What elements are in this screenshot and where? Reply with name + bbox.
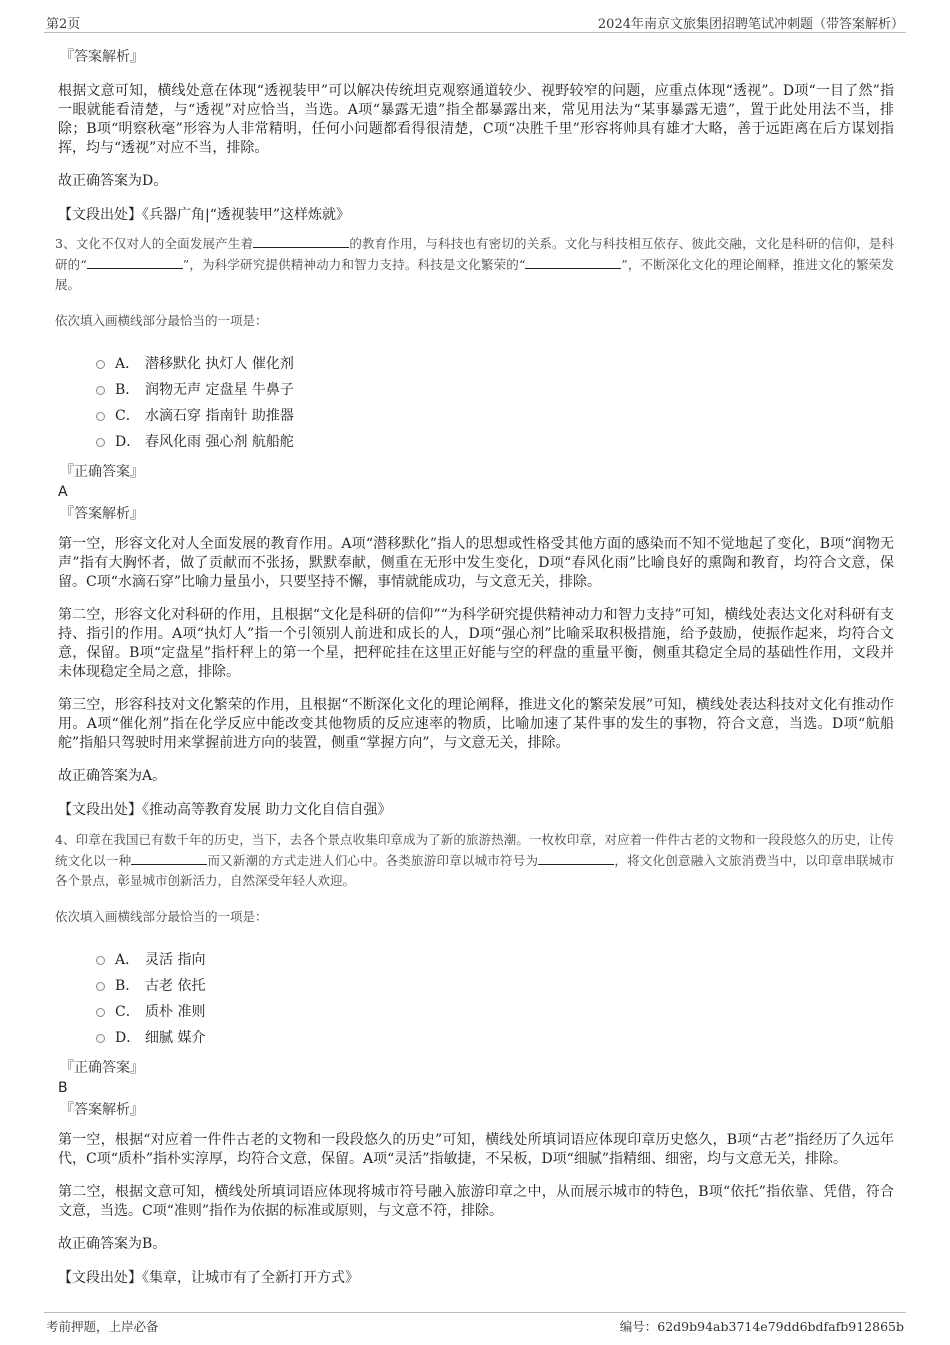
option-b[interactable] bbox=[96, 377, 894, 403]
question-4-text bbox=[55, 830, 894, 891]
fill-blank bbox=[253, 233, 349, 248]
document-title: 2024年南京文旅集团招聘笔试冲刺题（带答案解析） bbox=[597, 17, 904, 32]
question-text-part: 而又新潮的方式走进人们心中。各类旅游印章以城市符号为 bbox=[207, 853, 539, 868]
question-text-part: 4、印章在我国已有数千年的历史，当下，去各个景点收集印章成为了新的旅游热潮。一枚枚印章，对应着一件件古老的文物和一段段悠久的历史，让传统文化以一种 bbox=[55, 832, 894, 868]
correct-answer-label: 『正确答案』 bbox=[60, 464, 144, 480]
question-text-part: ”，不断深化文化的理论阐释，推进文化的繁荣发展。 bbox=[55, 257, 894, 292]
option-letter: D． bbox=[115, 434, 141, 450]
page-footer bbox=[44, 1312, 906, 1337]
option-c[interactable] bbox=[96, 999, 894, 1025]
radio-icon[interactable] bbox=[96, 438, 105, 447]
analysis-paragraph: 第二空，形容文化对科研的作用，且根据“文化是科研的信仰”“为科学研究提供精神动力和智力支持”可知，横线处表达文化对科研有支持、指引的作用。A项“执灯人”指一个引领别人前进和成长的人，D项“强心剂”比喻采取积极措施，给予鼓励，使振作起来，均符合文意，保留。B项“定盘星”指杆秤上的第一个星，把秤砣挂在这里正好能与空的秤盘的重量平衡，侧重其稳定全局的基础性作用，文段并未体现稳定全局之意，排除。 bbox=[58, 607, 894, 680]
option-letter: C． bbox=[115, 1004, 140, 1020]
option-text: 潜移默化 执灯人 催化剂 bbox=[145, 356, 294, 372]
options-list bbox=[96, 947, 894, 1051]
question-prompt: 依次填入画横线部分最恰当的一项是： bbox=[55, 313, 268, 328]
page-number: 第2页 bbox=[46, 17, 81, 32]
fill-blank bbox=[538, 850, 614, 865]
option-d[interactable] bbox=[96, 1025, 894, 1051]
option-text: 润物无声 定盘星 牛鼻子 bbox=[145, 382, 294, 398]
option-d[interactable] bbox=[96, 429, 894, 455]
option-a[interactable] bbox=[96, 947, 894, 973]
page-header bbox=[44, 10, 906, 33]
option-letter: B． bbox=[115, 382, 140, 398]
conclusion: 故正确答案为A。 bbox=[58, 768, 167, 784]
document-content bbox=[55, 40, 894, 1288]
conclusion: 故正确答案为B。 bbox=[58, 1236, 167, 1252]
radio-icon[interactable] bbox=[96, 1034, 105, 1043]
option-letter: C． bbox=[115, 408, 140, 424]
option-text: 春风化雨 强心剂 航船舵 bbox=[145, 434, 294, 450]
analysis-paragraph: 根据文意可知，横线处意在体现“透视装甲”可以解决传统坦克观察通道较少、视野较窄的问题，应重点体现“透视”。D项“一目了然”指一眼就能看清楚，与“透视”对应恰当，当选。A项“暴露无遗”指全都暴露出来，常见用法为“某事暴露无遗”，置于此处用法不当，排除；B项“明察秋毫”形容为人非常精明，任何小问题都看得很清楚，C项“决胜千里”形容将帅具有雄才大略，善于远距离在后方谋划指挥，均与“透视”对应不当，排除。 bbox=[58, 83, 894, 156]
option-letter: B． bbox=[115, 978, 140, 994]
footer-slogan: 考前押题，上岸必备 bbox=[46, 1319, 159, 1334]
option-text: 水滴石穿 指南针 助推器 bbox=[145, 408, 294, 424]
analysis-label: 『答案解析』 bbox=[60, 506, 144, 522]
question-prompt: 依次填入画横线部分最恰当的一项是： bbox=[55, 909, 268, 924]
radio-icon[interactable] bbox=[96, 360, 105, 369]
radio-icon[interactable] bbox=[96, 1008, 105, 1017]
source-citation: 【文段出处】《兵器广角|“透视装甲”这样炼就》 bbox=[58, 207, 351, 223]
option-text: 质朴 准则 bbox=[145, 1004, 206, 1020]
question-text-part: 的教育作用，与科技也有密切的关系。文化与科技相互依存、彼此交融，文化是科研的信仰，是科研的“ bbox=[55, 236, 894, 272]
option-text: 细腻 媒介 bbox=[145, 1030, 206, 1046]
analysis-label: 『答案解析』 bbox=[60, 1102, 144, 1118]
option-c[interactable] bbox=[96, 403, 894, 429]
analysis-paragraph: 第一空，根据“对应着一件件古老的文物和一段段悠久的历史”可知，横线处所填词语应体现印章历史悠久，B项“古老”指经历了久远年代，C项“质朴”指朴实淳厚，均符合文意，保留。A项“灵活”指敏捷，不呆板，D项“细腻”指精细、细密，均与文意无关，排除。 bbox=[58, 1132, 894, 1167]
option-letter: A． bbox=[115, 952, 140, 968]
radio-icon[interactable] bbox=[96, 386, 105, 395]
analysis-paragraph: 第二空，根据文意可知，横线处所填词语应体现将城市符号融入旅游印章之中，从而展示城市的特色，B项“依托”指依靠、凭借，符合文意，当选。C项“准则”指作为依据的标准或原则，与文意不符，排除。 bbox=[58, 1184, 894, 1219]
question-text-part: 3、文化不仅对人的全面发展产生着 bbox=[55, 236, 254, 251]
radio-icon[interactable] bbox=[96, 956, 105, 965]
question-text-part: ，将文化创意融入文旅消费当中，以印章串联城市各个景点，彰显城市创新活力，自然深受年轻人欢迎。 bbox=[55, 853, 894, 888]
option-b[interactable] bbox=[96, 973, 894, 999]
question-3-text bbox=[55, 233, 894, 295]
conclusion: 故正确答案为D。 bbox=[58, 173, 168, 189]
option-text: 古老 依托 bbox=[145, 978, 206, 994]
radio-icon[interactable] bbox=[96, 412, 105, 421]
options-list bbox=[96, 351, 894, 455]
correct-answer-label: 『正确答案』 bbox=[60, 1060, 144, 1076]
source-citation: 【文段出处】《推动高等教育发展 助力文化自信自强》 bbox=[58, 802, 392, 818]
option-letter: A． bbox=[115, 356, 140, 372]
question-text-part: ”，为科学研究提供精神动力和智力支持。科技是文化繁荣的“ bbox=[182, 257, 526, 272]
document-id: 编号：62d9b94ab3714e79dd6bdfafb912865b bbox=[619, 1319, 904, 1334]
analysis-label: 『答案解析』 bbox=[60, 49, 144, 65]
correct-answer: A bbox=[58, 484, 68, 500]
correct-answer: B bbox=[58, 1080, 68, 1096]
radio-icon[interactable] bbox=[96, 982, 105, 991]
fill-blank bbox=[131, 850, 207, 865]
option-letter: D． bbox=[115, 1030, 141, 1046]
analysis-paragraph: 第三空，形容科技对文化繁荣的作用，且根据“不断深化文化的理论阐释，推进文化的繁荣发展”可知，横线处表达科技对文化有推动作用。A项“催化剂”指在化学反应中能改变其他物质的反应速率的物质，比喻加速了某件事的发生的事物，符合文意，当选。D项“航船舵”指船只驾驶时用来掌握前进方向的装置，侧重“掌握方向”，与文意无关，排除。 bbox=[58, 697, 894, 751]
fill-blank bbox=[87, 254, 183, 269]
analysis-paragraph: 第一空，形容文化对人全面发展的教育作用。A项“潜移默化”指人的思想或性格受其他方面的感染而不知不觉地起了变化，B项“润物无声”指有大胸怀者，做了贡献而不张扬，默默奉献，侧重在无形中发生变化，D项“春风化雨”比喻良好的熏陶和教育，均符合文意，保留。C项“水滴石穿”比喻力量虽小，只要坚持不懈，事情就能成功，与文意无关，排除。 bbox=[58, 536, 894, 590]
option-text: 灵活 指向 bbox=[145, 952, 206, 968]
fill-blank bbox=[525, 254, 621, 269]
source-citation: 【文段出处】《集章，让城市有了全新打开方式》 bbox=[58, 1270, 359, 1286]
option-a[interactable] bbox=[96, 351, 894, 377]
